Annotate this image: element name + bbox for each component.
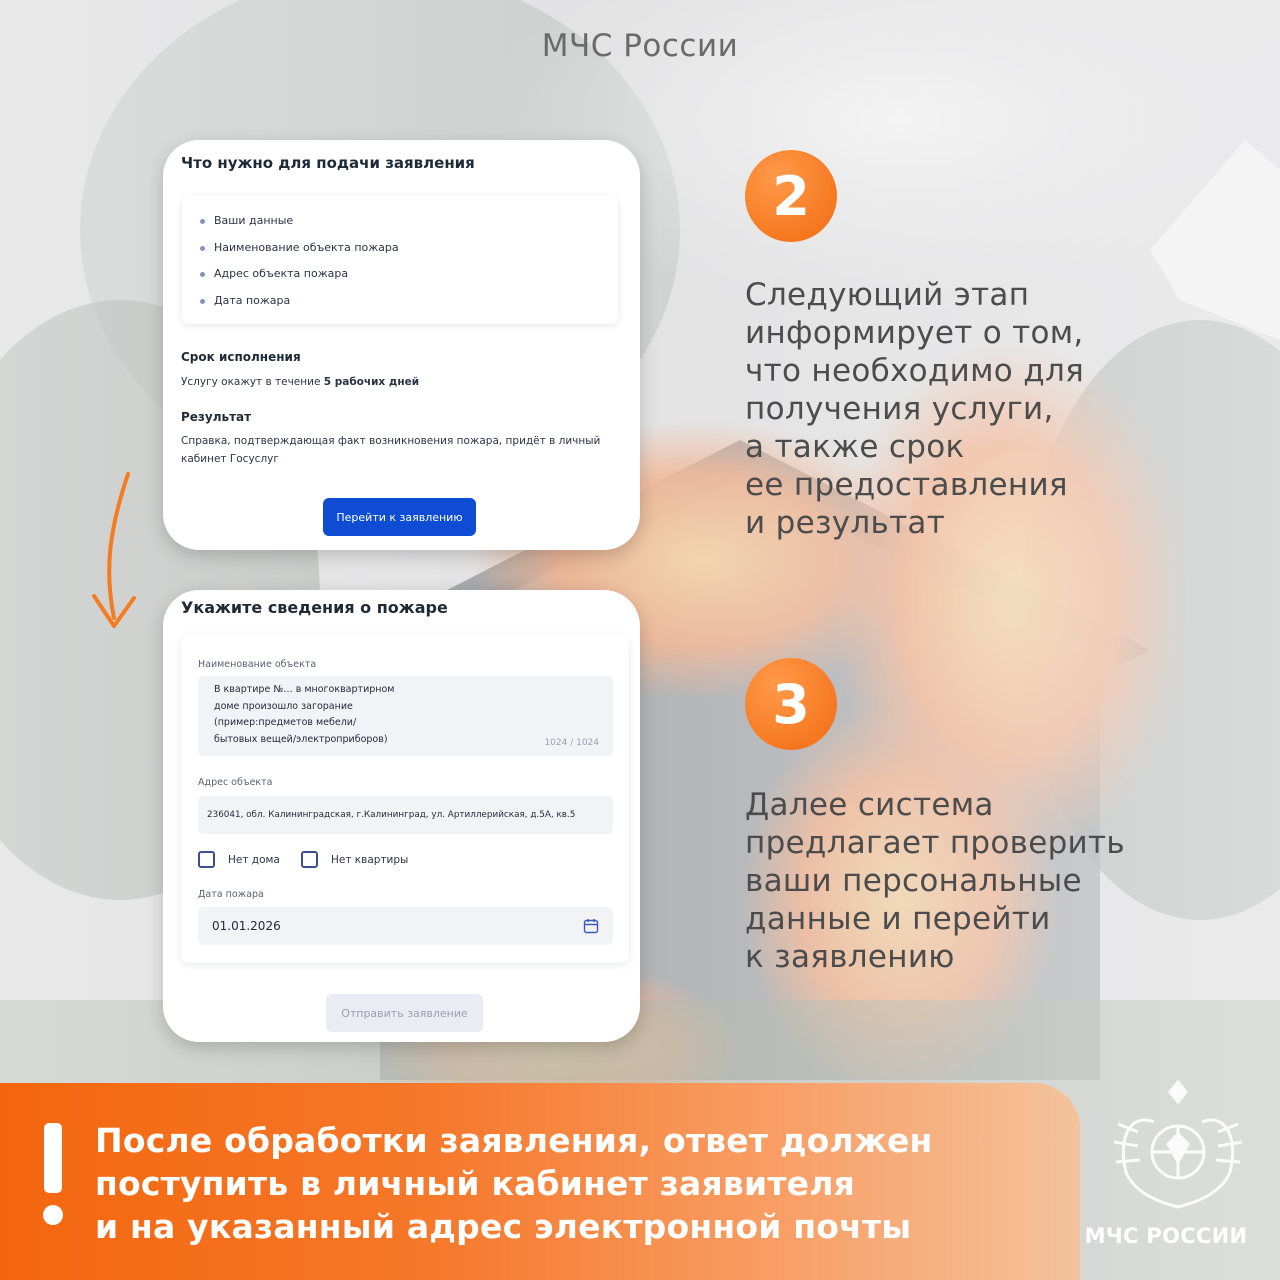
term-text (181, 373, 419, 391)
object-textarea[interactable] (198, 676, 613, 756)
emchs-emblem-icon (1098, 1062, 1258, 1222)
fire-form (181, 635, 629, 963)
term-prefix: Услугу окажут в течение (181, 376, 324, 388)
step-3-text (745, 786, 1125, 976)
object-label: Наименование объекта (198, 659, 317, 670)
step-line: что необходимо для (745, 353, 1085, 389)
notice-line: поступить в личный кабинет заявителя (95, 1164, 855, 1203)
list-item: Адрес объекта пожара (200, 261, 399, 288)
result-text (181, 432, 600, 468)
step-line: предлагает проверить (745, 825, 1125, 861)
step-line: Следующий этап (745, 277, 1030, 313)
date-label: Дата пожара (198, 889, 264, 900)
step-3-badge: 3 (745, 658, 837, 750)
checkbox-icon (198, 851, 215, 868)
term-days: 5 рабочих дней (323, 376, 420, 388)
exclamation-icon (38, 1123, 68, 1253)
notice-line: После обработки заявления, ответ должен (95, 1121, 933, 1160)
fire-details-card (163, 590, 640, 1042)
step-2-text (745, 276, 1084, 542)
list-item: Наименование объекта пожара (200, 235, 399, 262)
calendar-icon[interactable] (583, 918, 599, 934)
term-title: Срок исполнения (181, 350, 301, 364)
date-input[interactable] (198, 907, 613, 945)
step-line: ее предоставления (745, 467, 1068, 503)
object-text: В квартире №… в многоквартирном доме произошло загорание (пример:предметов мебели/ бытовых вещей/электроприборов) (214, 684, 395, 745)
step-line: а также срок (745, 429, 965, 465)
step-line: Далее система (745, 787, 994, 823)
checkbox-icon (301, 851, 318, 868)
agency-title: МЧС России (541, 28, 739, 64)
result-line: кабинет Госуслуг (181, 453, 279, 465)
char-counter: 1024 / 1024 (544, 738, 599, 748)
result-title: Результат (181, 410, 252, 424)
requirements-list (200, 208, 399, 314)
card-title: Укажите сведения о пожаре (181, 598, 448, 617)
notice-banner (0, 1083, 1080, 1280)
card-title: Что нужно для подачи заявления (181, 154, 475, 172)
arrow-down-icon (80, 468, 150, 638)
step-2-badge: 2 (745, 150, 837, 242)
no-flat-checkbox[interactable] (301, 851, 408, 868)
step-line: информирует о том, (745, 315, 1084, 351)
submit-application-button[interactable]: Отправить заявление (326, 994, 483, 1032)
no-house-label: Нет дома (228, 853, 280, 866)
notice-line: и на указанный адрес электронной почты (95, 1207, 912, 1246)
list-item: Ваши данные (200, 208, 399, 235)
notice-text (95, 1119, 933, 1248)
requirements-card (163, 140, 640, 550)
result-line: Справка, подтверждающая факт возникновения пожара, придёт в личный (181, 435, 601, 447)
step-line: данные и перейти (745, 901, 1051, 937)
date-value: 01.01.2026 (212, 919, 281, 933)
address-input[interactable] (198, 796, 613, 834)
address-label: Адрес объекта (198, 777, 273, 788)
go-to-application-button[interactable]: Перейти к заявлению (323, 498, 476, 536)
list-item: Дата пожара (200, 288, 399, 315)
step-line: получения услуги, (745, 391, 1054, 427)
step-line: ваши персональные (745, 863, 1082, 899)
no-house-checkbox[interactable] (198, 851, 280, 868)
step-line: и результат (745, 505, 946, 541)
requirements-box (182, 196, 618, 324)
no-flat-label: Нет квартиры (331, 853, 409, 866)
address-value: 236041, обл. Калининградская, г.Калининград, ул. Артиллерийская, д.5А, кв.5 (207, 810, 576, 820)
step-line: к заявлению (745, 939, 955, 975)
emblem-label: МЧС РОССИИ (1084, 1224, 1248, 1248)
